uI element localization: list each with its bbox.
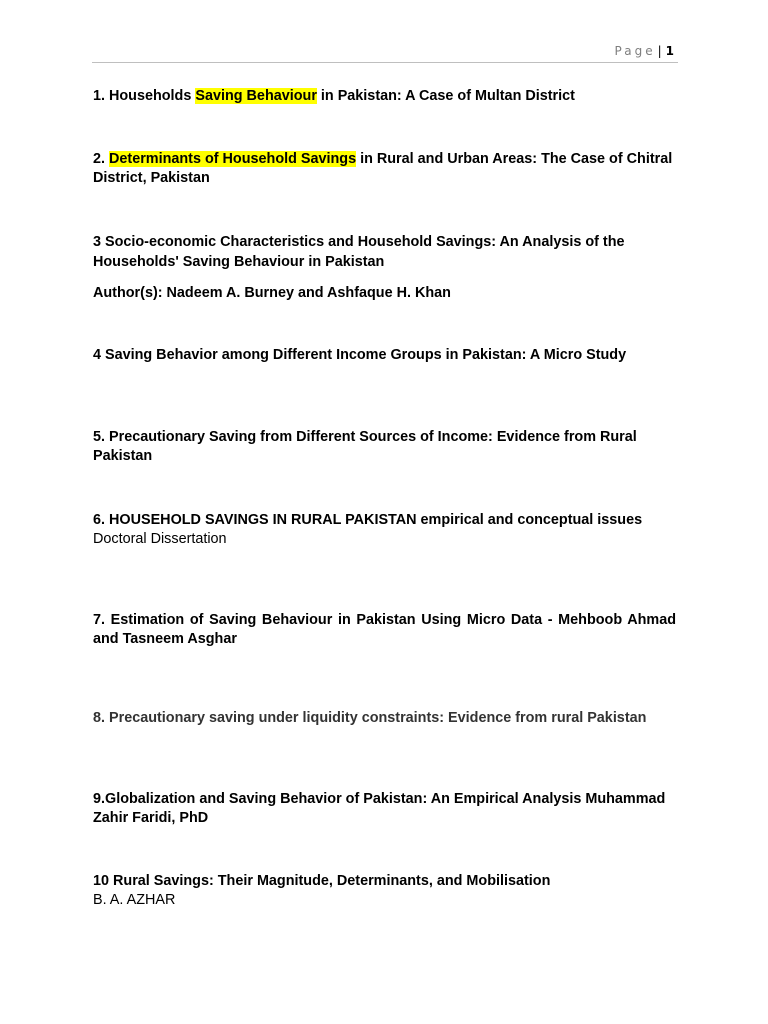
page-label: Page	[614, 44, 656, 58]
reference-6-note: Doctoral Dissertation	[93, 531, 227, 547]
page-number-label	[615, 44, 674, 58]
reference-2-suffix: in Rural and Urban Areas: The Case of Chitral District, Pakistan	[93, 151, 673, 186]
reference-4	[93, 346, 676, 365]
reference-5	[93, 428, 676, 466]
reference-8-title: 8. Precautionary saving under liquidity constraints: Evidence from rural Pakistan	[93, 710, 647, 726]
reference-10-author: B. A. AZHAR	[93, 892, 176, 908]
reference-6-title: 6. HOUSEHOLD SAVINGS IN RURAL PAKISTAN empirical and conceptual issues	[93, 512, 643, 528]
reference-9	[93, 790, 676, 828]
reference-5-title: 5. Precautionary Saving from Different Sources of Income: Evidence from Rural Pakistan	[93, 429, 637, 464]
reference-3-author: Author(s): Nadeem A. Burney and Ashfaque H. Khan	[93, 285, 451, 301]
reference-9-title: 9.Globalization and Saving Behavior of Pakistan: An Empirical Analysis Muhammad Zahir Faridi, PhD	[93, 791, 666, 826]
page-header	[92, 42, 678, 63]
reference-7-title: 7. Estimation of Saving Behaviour in Pakistan Using Micro Data - Mehboob Ahmad and Tasneem Asghar	[93, 612, 676, 647]
reference-3-title: 3 Socio-economic Characteristics and Household Savings: An Analysis of the Households' Saving Behaviour in Pakistan	[93, 234, 625, 270]
reference-1	[93, 87, 676, 106]
reference-2	[93, 150, 676, 188]
reference-1-prefix: 1. Households	[93, 88, 196, 104]
reference-3	[93, 232, 676, 303]
page-number: 1	[665, 44, 674, 58]
reference-8	[93, 709, 676, 728]
reference-1-highlight: Saving Behaviour	[195, 88, 317, 104]
reference-6	[93, 510, 676, 549]
reference-7	[93, 611, 676, 649]
reference-1-suffix: in Pakistan: A Case of Multan District	[316, 88, 575, 104]
reference-2-highlight: Determinants of Household Savings	[109, 151, 357, 167]
reference-10	[93, 872, 676, 910]
reference-2-prefix: 2.	[93, 151, 109, 167]
reference-4-title: 4 Saving Behavior among Different Income Groups in Pakistan: A Micro Study	[93, 347, 627, 363]
page-separator: |	[657, 44, 662, 58]
reference-10-title: 10 Rural Savings: Their Magnitude, Determinants, and Mobilisation	[93, 873, 551, 889]
